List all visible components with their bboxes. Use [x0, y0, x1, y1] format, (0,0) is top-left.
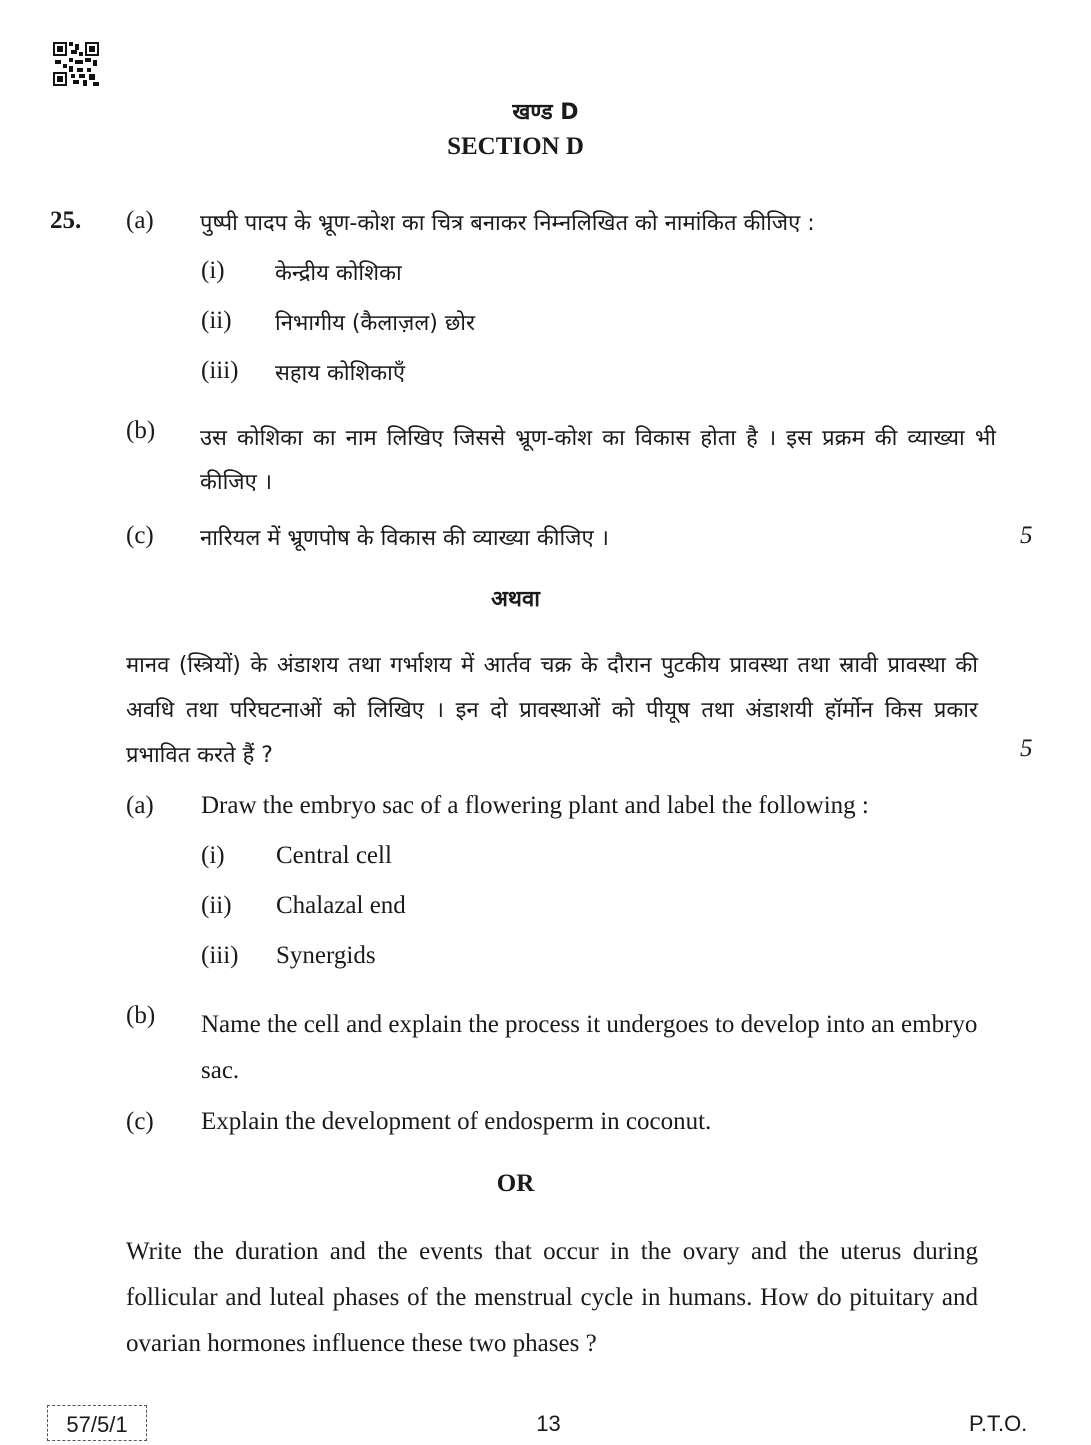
- hindi-sub-item-text: केन्द्रीय कोशिका: [275, 261, 402, 286]
- hindi-or-marks: 5: [1020, 735, 1033, 762]
- hindi-sub-item-label: (iii): [201, 357, 239, 384]
- section-heading-english: SECTION D: [447, 133, 584, 160]
- english-part-b-text: Name the cell and explain the process it undergoes to develop into an embryo sac.: [201, 1011, 978, 1084]
- english-part-c-label: (c): [126, 1108, 154, 1135]
- pto-label: P.T.O.: [969, 1411, 1028, 1436]
- hindi-part-c-label: (c): [126, 522, 154, 549]
- page-number: 13: [536, 1411, 561, 1436]
- hindi-sub-item-text: निभागीय (कैलाज़ल) छोर: [275, 311, 475, 336]
- english-part-b-label: (b): [126, 1002, 156, 1029]
- paper-code: 57/5/1: [66, 1412, 128, 1437]
- english-or-text: Write the duration and the events that occur in the ovary and the uterus during follicular and luteal phases of the menstrual cycle in humans. How do pituitary and ovarian hormones influence these two phases ?: [126, 1238, 978, 1357]
- question-number: 25.: [50, 207, 82, 234]
- hindi-part-b-label: (b): [126, 417, 156, 444]
- english-part-a-text: Draw the embryo sac of a flowering plant and label the following :: [201, 792, 869, 819]
- english-sub-item-label: (iii): [201, 942, 239, 969]
- hindi-part-b-text: उस कोशिका का नाम लिखिए जिससे भ्रूण-कोश का विकास होता है । इस प्रक्रम की व्याख्या भी कीजिए ।: [200, 426, 996, 495]
- english-sub-item-text: Central cell: [276, 842, 392, 869]
- english-sub-item-text: Synergids: [276, 942, 376, 969]
- section-heading-hindi: खण्ड D: [512, 100, 579, 125]
- hindi-sub-item-text: सहाय कोशिकाएँ: [275, 361, 406, 386]
- english-or-label: OR: [496, 1170, 535, 1197]
- hindi-part-c-marks: 5: [1020, 522, 1033, 549]
- hindi-or-text: मानव (स्त्रियों) के अंडाशय तथा गर्भाशय में आर्तव चक्र के दौरान पुटकीय प्रावस्था तथा स्रावी प्रावस्था की अवधि तथा परिघटनाओं को लिखिए । इन दो प्रावस्थाओं को पीयूष तथा अंडाशयी हॉर्मोन किस प्रकार प्रभावित करते हैं ?: [126, 653, 978, 768]
- hindi-part-c-text: नारियल में भ्रूणपोष के विकास की व्याख्या कीजिए ।: [200, 526, 609, 551]
- english-part-a-label: (a): [126, 792, 154, 819]
- hindi-part-a-text: पुष्पी पादप के भ्रूण-कोश का चित्र बनाकर निम्नलिखित को नामांकित कीजिए :: [200, 211, 815, 236]
- hindi-sub-item-label: (ii): [201, 307, 232, 334]
- english-sub-item-text: Chalazal end: [276, 892, 406, 919]
- english-sub-item-label: (i): [201, 842, 225, 869]
- hindi-or-label: अथवा: [491, 587, 540, 612]
- english-part-c-text: Explain the development of endosperm in coconut.: [201, 1108, 712, 1135]
- hindi-part-a-label: (a): [126, 207, 154, 234]
- english-sub-item-label: (ii): [201, 892, 232, 919]
- hindi-sub-item-label: (i): [201, 257, 225, 284]
- qr-code-icon: [53, 42, 99, 86]
